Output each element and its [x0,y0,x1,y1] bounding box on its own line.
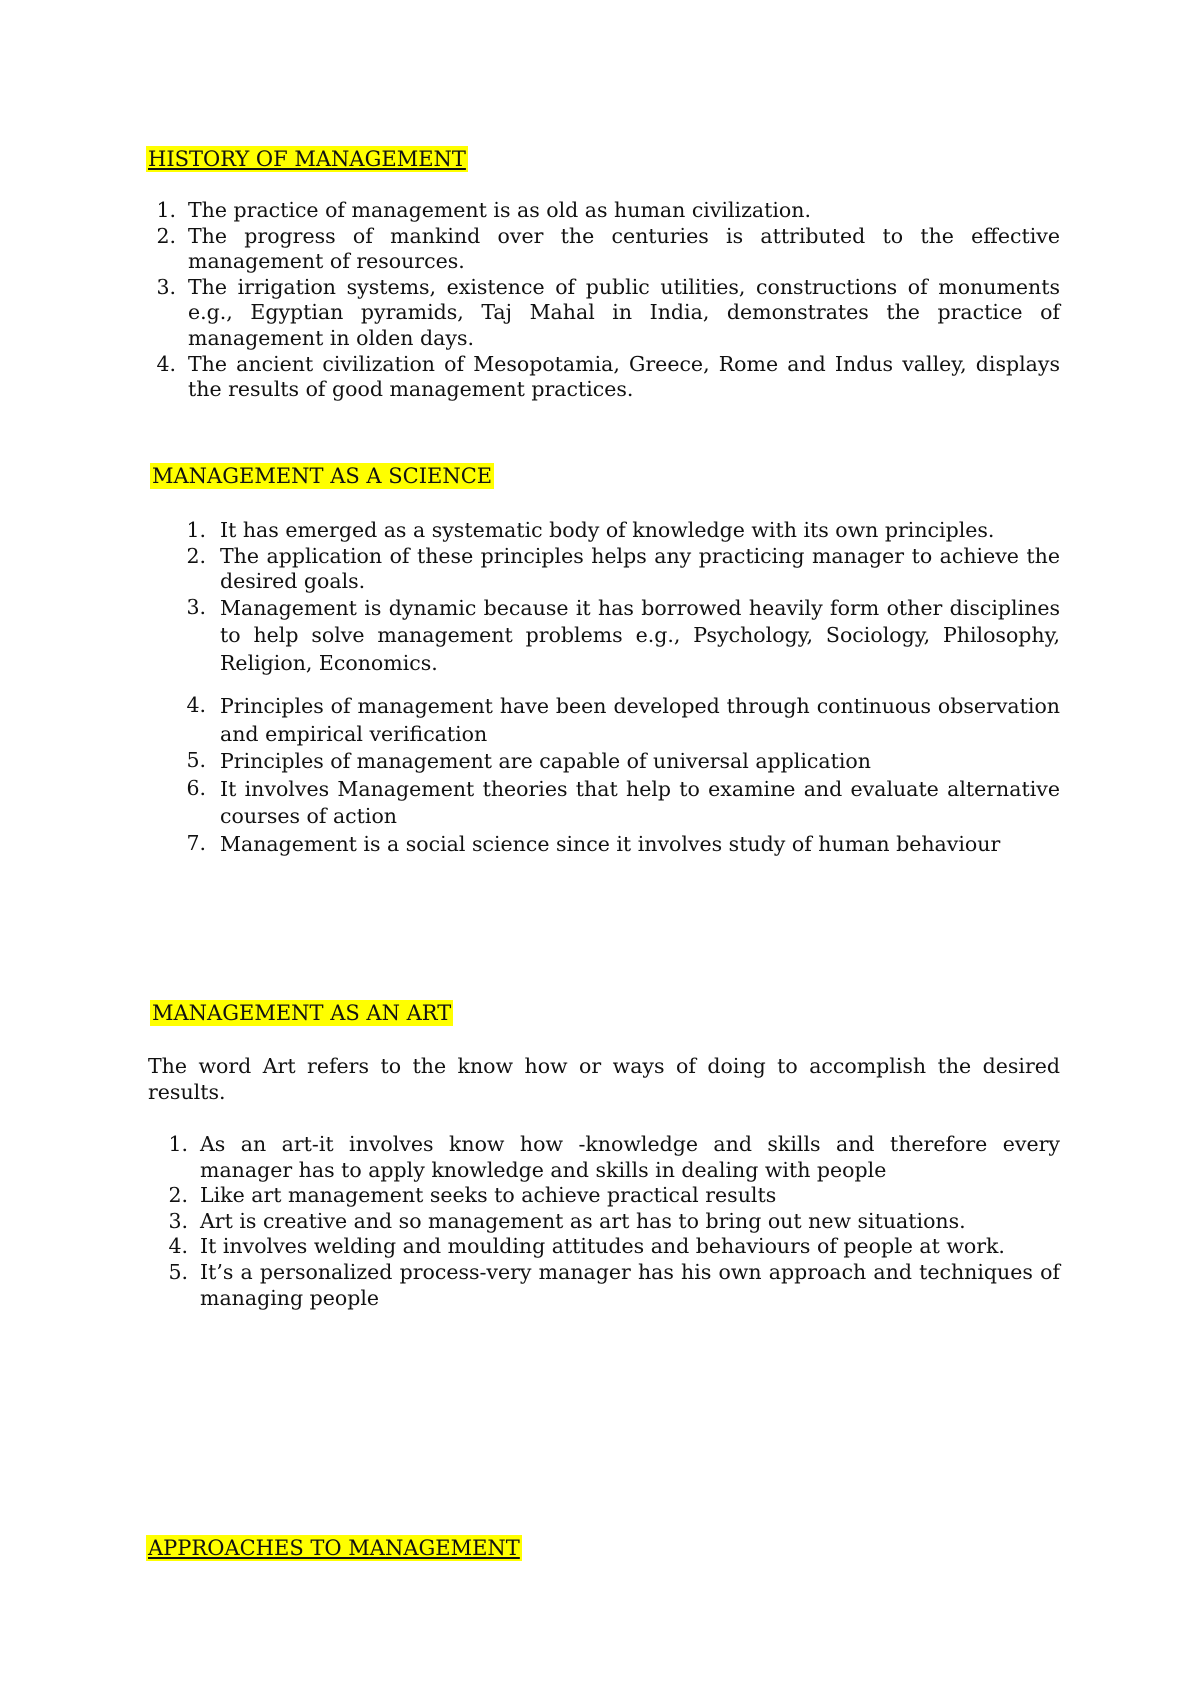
science-list [178,518,1060,858]
list-item: 1. It has emerged as a systematic body of knowledge with its own principles. [186,518,995,542]
art-list [168,1132,1060,1311]
heading-approaches: APPROACHES TO MANAGEMENT [148,1536,520,1560]
list-item: 4. It involves welding and moulding attitudes and behaviours of people at work. [168,1234,1005,1259]
heading-history: HISTORY OF MANAGEMENT [148,147,466,171]
art-intro: The word Art refers to the know how or ways of doing to accomplish the desired results. [148,1054,1060,1104]
list-item: 2. The application of these principles helps any practicing manager to achieve the desired goals. [186,543,1060,594]
list-item: 2. Like art management seeks to achieve practical results [168,1183,777,1208]
list-item: 6. It involves Management theories that help to examine and evaluate alternative courses of action [186,775,1060,829]
list-item: 2. The progress of mankind over the centuries is attributed to the effective management of resources. [156,223,1060,274]
heading-science: MANAGEMENT AS A SCIENCE [152,464,493,488]
list-item: 1. The practice of management is as old as human civilization. [156,198,811,222]
list-item: 3. The irrigation systems, existence of public utilities, constructions of monuments e.g., Egyptian pyramids, Taj Mahal in India, demonstrates the practice of management in olden days. [156,274,1060,350]
list-item: 3. Management is dynamic because it has borrowed heavily form other disciplines to help solve management problems e.g., Psychology, Sociology, Philosophy, Religion, Economics. [186,594,1060,675]
heading-art: MANAGEMENT AS AN ART [152,1001,452,1025]
list-item: 1. As an art-it involves know how -knowledge and skills and therefore every manager has to apply knowledge and skills in dealing with people [168,1132,1060,1182]
list-item: 5. Principles of management are capable of universal application [186,748,871,774]
list-spacer [178,677,1060,693]
list-item: 7. Management is a social science since it involves study of human behaviour [186,830,1001,856]
list-item: 5. It’s a personalized process-very manager has his own approach and techniques of managing people [168,1259,1060,1310]
list-item: 4. The ancient civilization of Mesopotamia, Greece, Rome and Indus valley, displays the results of good management practices. [156,351,1060,402]
history-list [148,198,1060,403]
list-item: 4. Principles of management have been developed through continuous observation and empirical verification [186,693,1060,746]
list-item: 3. Art is creative and so management as art has to bring out new situations. [168,1208,966,1233]
